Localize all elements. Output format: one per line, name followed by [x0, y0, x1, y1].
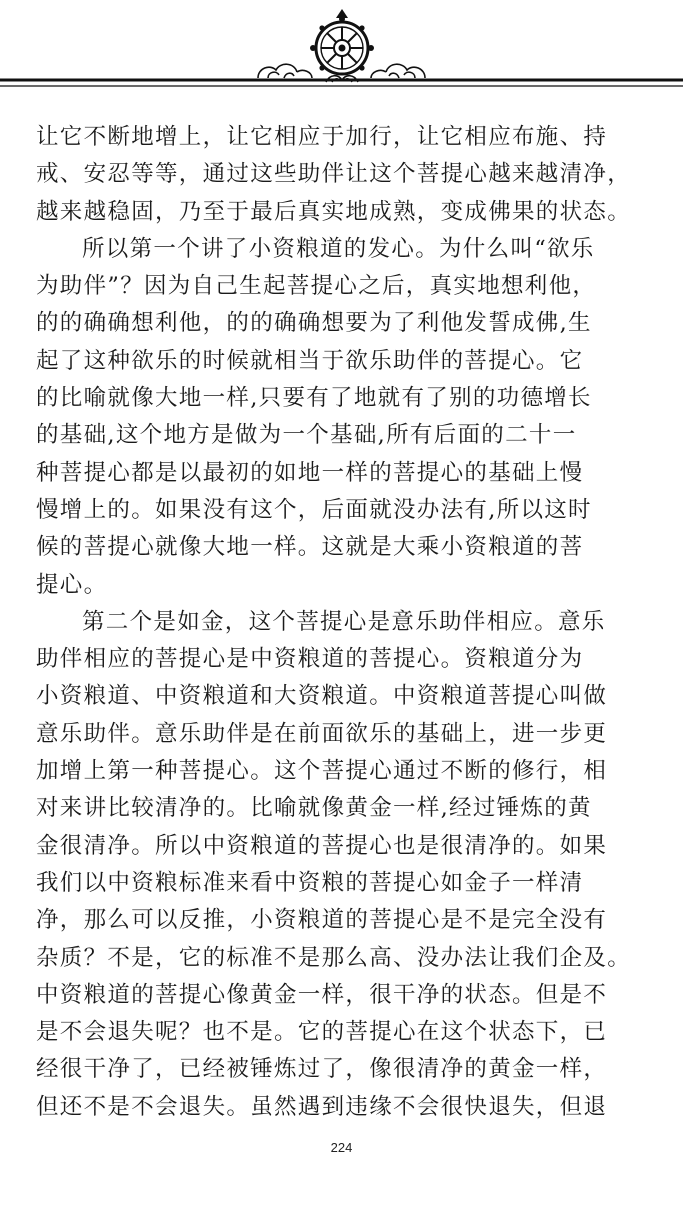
text-line: 候的菩提心就像大地一样。这就是大乘小资粮道的菩 [36, 534, 584, 561]
header-ornament [0, 0, 683, 110]
text-line: 助伴相应的菩提心是中资粮道的菩提心。资粮道分为 [36, 646, 584, 673]
body-text [36, 119, 650, 1126]
text-line: 对来讲比较清净的。比喻就像黄金一样,经过锤炼的黄 [36, 795, 592, 822]
text-line: 提心。 [36, 571, 108, 598]
text-line: 种菩提心都是以最初的如地一样的菩提心的基础上慢 [36, 459, 584, 486]
text-line: 加增上第一种菩提心。这个菩提心通过不断的修行，相 [36, 758, 608, 785]
text-line: 让它不断地增上，让它相应于加行，让它相应布施、持 [36, 124, 608, 150]
dharma-wheel-icon [0, 0, 683, 110]
text-line: 的比喻就像大地一样,只要有了地就有了别的功德增长 [36, 385, 592, 412]
text-line: 杂质？不是，它的标准不是那么高、没办法让我们企及。 [36, 944, 632, 971]
text-line: 但还不是不会退失。虽然遇到违缘不会很快退失，但退 [36, 1093, 608, 1120]
text-line: 中资粮道的菩提心像黄金一样，很干净的状态。但是不 [36, 981, 608, 1008]
text-line: 小资粮道、中资粮道和大资粮道。中资粮道菩提心叫做 [36, 683, 608, 710]
text-line: 是不会退失呢？也不是。它的菩提心在这个状态下，已 [36, 1019, 608, 1046]
text-line: 经很干净了，已经被锤炼过了，像很清净的黄金一样， [36, 1056, 608, 1083]
page-number: 224 [330, 1140, 353, 1155]
text-line: 金很清净。所以中资粮道的菩提心也是很清净的。如果 [36, 832, 608, 859]
text-line: 所以第一个讲了小资粮道的发心。为什么叫“欲乐 [82, 235, 595, 262]
text-line: 起了这种欲乐的时候就相当于欲乐助伴的菩提心。它 [36, 347, 584, 374]
text-line: 的基础,这个地方是做为一个基础,所有后面的二十一 [36, 422, 577, 449]
text-line: 戒、安忍等等，通过这些助伴让这个菩提心越来越清净， [36, 161, 632, 188]
text-line: 第二个是如金，这个菩提心是意乐助伴相应。意乐 [82, 608, 606, 635]
text-line: 净，那么可以反推，小资粮道的菩提心是不是完全没有 [36, 907, 608, 934]
text-line: 慢增上的。如果没有这个，后面就没办法有,所以这时 [36, 496, 592, 523]
text-line: 的的确确想利他，的的确确想要为了利他发誓成佛,生 [36, 310, 592, 337]
text-line: 为助伴”？因为自己生起菩提心之后，真实地想利他， [36, 273, 597, 300]
text-line: 越来越稳固，乃至于最后真实地成熟，变成佛果的状态。 [36, 198, 632, 225]
text-line: 意乐助伴。意乐助伴是在前面欲乐的基础上，进一步更 [36, 720, 608, 747]
text-line: 我们以中资粮标准来看中资粮的菩提心如金子一样清 [36, 869, 584, 896]
